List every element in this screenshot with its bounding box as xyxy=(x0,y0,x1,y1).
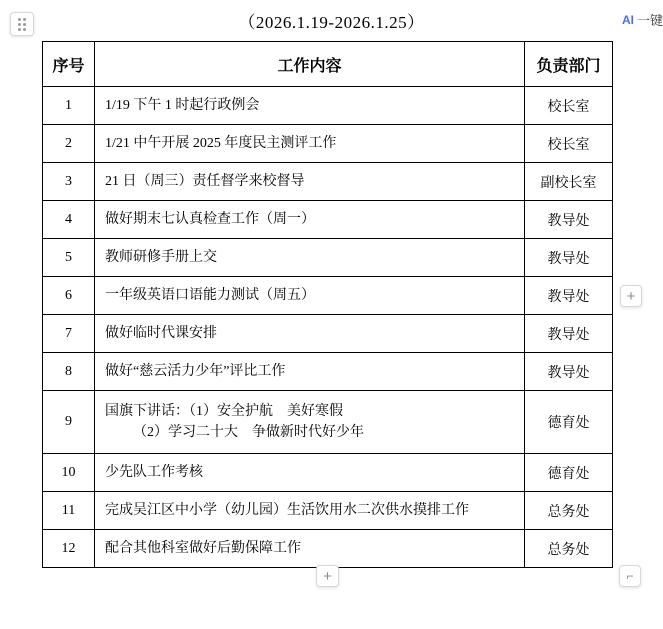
row-department: 总务处 xyxy=(525,492,613,530)
row-department: 德育处 xyxy=(525,454,613,492)
row-department: 校长室 xyxy=(525,125,613,163)
table-row xyxy=(43,239,613,277)
row-department: 总务处 xyxy=(525,530,613,568)
table-row xyxy=(43,391,613,454)
row-content xyxy=(95,391,525,454)
table-header xyxy=(43,42,613,87)
row-no: 9 xyxy=(43,391,95,454)
ai-icon: AI xyxy=(622,12,634,27)
row-department: 副校长室 xyxy=(525,163,613,201)
row-no: 1 xyxy=(43,87,95,125)
row-content-line1: 国旗下讲话：（1）安全护航 美好寒假 xyxy=(105,404,343,419)
row-no: 11 xyxy=(43,492,95,530)
row-no: 2 xyxy=(43,125,95,163)
schedule-table xyxy=(42,41,612,568)
row-content: 少先队工作考核 xyxy=(95,454,525,492)
row-content: 完成吴江区中小学（幼儿园）生活饮用水二次供水摸排工作 xyxy=(95,492,525,530)
page-title: （2026.1.19-2026.1.25） xyxy=(238,13,425,32)
row-department: 教导处 xyxy=(525,239,613,277)
resize-table-handle[interactable]: ⌐ xyxy=(619,565,641,587)
row-department: 教导处 xyxy=(525,277,613,315)
table-row xyxy=(43,277,613,315)
row-content: 做好“慈云活力少年”评比工作 xyxy=(95,353,525,391)
table-row xyxy=(43,315,613,353)
row-no: 10 xyxy=(43,454,95,492)
row-content: 配合其他科室做好后勤保障工作 xyxy=(95,530,525,568)
column-header-department: 负责部门 xyxy=(525,42,613,87)
add-column-button[interactable]: + xyxy=(620,285,642,307)
table-row xyxy=(43,454,613,492)
row-department: 教导处 xyxy=(525,201,613,239)
table-row xyxy=(43,492,613,530)
row-content: 1/19 下午 1 时起行政例会 xyxy=(95,87,525,125)
row-no: 3 xyxy=(43,163,95,201)
table-row xyxy=(43,353,613,391)
row-content: 一年级英语口语能力测试（周五） xyxy=(95,277,525,315)
table-row xyxy=(43,201,613,239)
row-no: 7 xyxy=(43,315,95,353)
row-department: 校长室 xyxy=(525,87,613,125)
table-body xyxy=(43,87,613,568)
row-no: 12 xyxy=(43,530,95,568)
row-content: 1/21 中午开展 2025 年度民主测评工作 xyxy=(95,125,525,163)
row-content: 教师研修手册上交 xyxy=(95,239,525,277)
table-row xyxy=(43,530,613,568)
row-content: 做好临时代课安排 xyxy=(95,315,525,353)
row-no: 6 xyxy=(43,277,95,315)
add-row-button[interactable]: + xyxy=(316,565,339,587)
row-no: 8 xyxy=(43,353,95,391)
table-row xyxy=(43,87,613,125)
row-no: 4 xyxy=(43,201,95,239)
row-department: 德育处 xyxy=(525,391,613,454)
row-content-line2: （2）学习二十大 争做新时代好少年 xyxy=(133,425,364,440)
ai-badge-label: 一键 xyxy=(637,13,663,28)
column-header-content: 工作内容 xyxy=(95,42,525,87)
row-department: 教导处 xyxy=(525,353,613,391)
table-row xyxy=(43,125,613,163)
row-no: 5 xyxy=(43,239,95,277)
column-header-no: 序号 xyxy=(43,42,95,87)
row-content: 做好期末七认真检查工作（周一） xyxy=(95,201,525,239)
table-header-row xyxy=(43,42,613,87)
table-row xyxy=(43,163,613,201)
work-schedule-table xyxy=(42,41,613,568)
row-department: 教导处 xyxy=(525,315,613,353)
row-content: 21 日（周三）责任督学来校督导 xyxy=(95,163,525,201)
